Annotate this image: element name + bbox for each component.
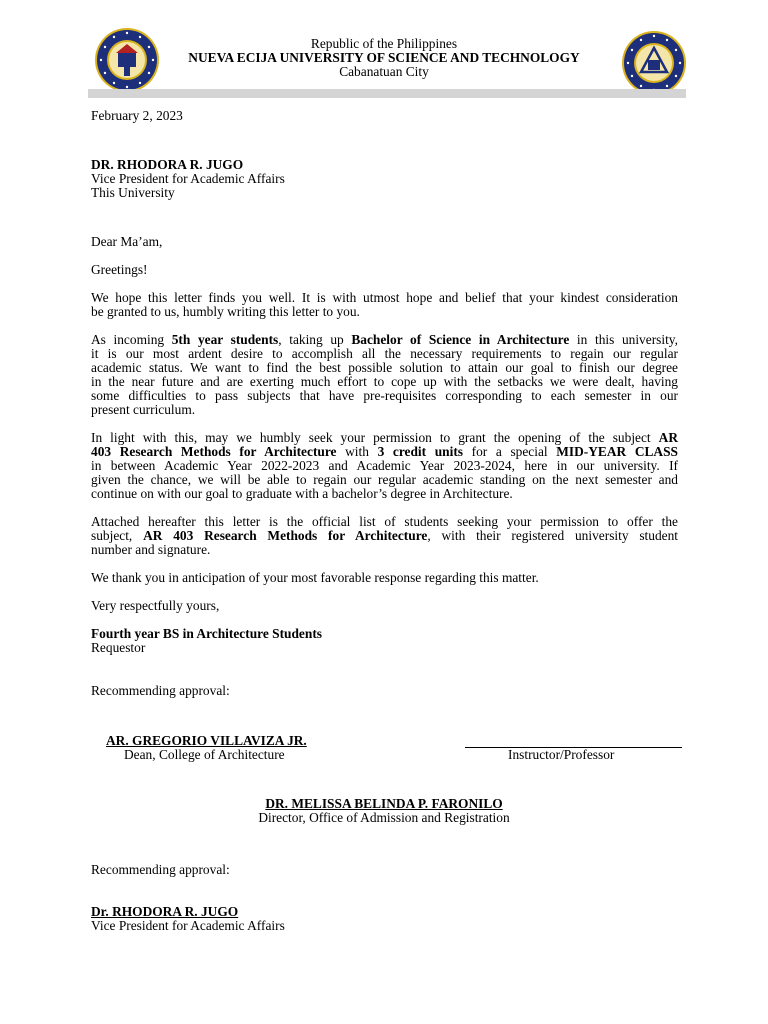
dean-name: AR. GREGORIO VILLAVIZA JR. xyxy=(106,733,307,748)
letter-date: February 2, 2023 xyxy=(91,108,183,123)
paragraph-3-line-5: continue on with our goal to graduate with a bachelor’s degree in Architecture. xyxy=(91,486,513,501)
recommending-approval-2: Recommending approval: xyxy=(91,862,230,877)
paragraph-2-line-1: As incoming 5th year students, taking up Bachelor of Science in Architecture in this university, xyxy=(91,332,678,347)
header-university: NUEVA ECIJA UNIVERSITY OF SCIENCE AND TECHNOLOGY xyxy=(188,50,580,65)
dean-title: Dean, College of Architecture xyxy=(124,747,285,762)
paragraph-5: We thank you in anticipation of your most favorable response regarding this matter. xyxy=(91,570,539,585)
header-republic: Republic of the Philippines xyxy=(310,36,458,51)
paragraph-2-line-5: some difficulties to pass subjects that have pre-requisites corresponding to each semester in our xyxy=(91,388,678,403)
director-title: Director, Office of Admission and Registration xyxy=(258,810,510,825)
paragraph-2-line-6: present curriculum. xyxy=(91,402,196,417)
paragraph-3-line-4: given the chance, we will be able to regain our regular academic standing on the next semester and xyxy=(91,472,678,487)
college-seal-logo xyxy=(621,30,687,96)
addressee-name: DR. RHODORA R. JUGO xyxy=(91,157,244,172)
addressee-title: Vice President for Academic Affairs xyxy=(91,171,285,186)
paragraph-3-line-3: in between Academic Year 2022-2023 and Academic Year 2023-2024, here in our university. If xyxy=(91,458,678,473)
vp-title: Vice President for Academic Affairs xyxy=(91,918,285,933)
paragraph-1-line-2: be granted to us, humbly writing this letter to you. xyxy=(91,304,360,319)
salutation: Dear Ma’am, xyxy=(91,234,163,249)
sender-name: Fourth year BS in Architecture Students xyxy=(91,626,322,641)
paragraph-2-line-3: academic status. We want to find the best possible solution to attain our goal to finish our degree xyxy=(91,360,678,375)
paragraph-4-line-1: Attached hereafter this letter is the official list of students seeking your permission to offer the xyxy=(91,514,678,529)
instructor-title: Instructor/Professor xyxy=(508,747,615,762)
greeting: Greetings! xyxy=(91,262,148,277)
paragraph-3-line-1: In light with this, may we humbly seek your permission to grant the opening of the subject AR xyxy=(91,430,678,445)
paragraph-4-line-2: subject, AR 403 Research Methods for Architecture, with their registered university student xyxy=(91,528,679,543)
paragraph-2-line-2: it is our most ardent desire to accomplish all the necessary requirements to regain our regular xyxy=(91,346,678,361)
sender-role: Requestor xyxy=(91,640,146,655)
director-name: DR. MELISSA BELINDA P. FARONILO xyxy=(265,796,503,811)
addressee-org: This University xyxy=(91,185,175,200)
paragraph-2-line-4: in the near future and are exerting much effort to cope up with the setbacks we were dealt, having xyxy=(91,374,678,389)
header-city: Cabanatuan City xyxy=(339,64,429,79)
vp-name: Dr. RHODORA R. JUGO xyxy=(91,904,239,919)
header-divider xyxy=(88,89,686,98)
paragraph-4-line-3: number and signature. xyxy=(91,542,211,557)
recommending-approval-1: Recommending approval: xyxy=(91,683,230,698)
paragraph-1-line-1: We hope this letter finds you well. It is with utmost hope and belief that your kindest consideration xyxy=(91,290,678,305)
closing: Very respectfully yours, xyxy=(91,598,220,613)
paragraph-3-line-2: 403 Research Methods for Architecture with 3 credit units for a special MID-YEAR CLASS xyxy=(91,444,678,459)
